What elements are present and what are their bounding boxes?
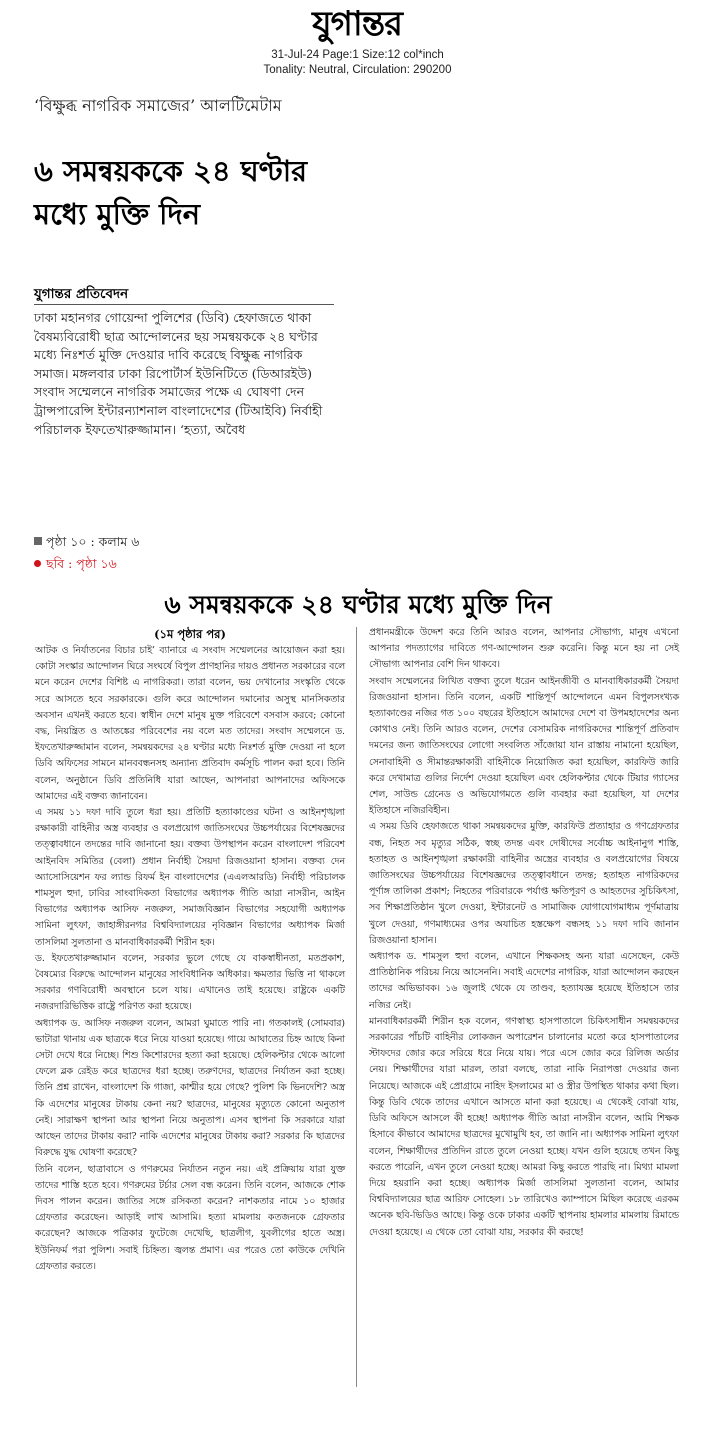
- article-paragraph: অধ্যাপক ড. আসিফ নজরুল বলেন, আমরা ঘুমাতে পারি না। গতকালই (সোমবার) ভাটারা থানায় এক ছাত্রকে ধরে নিয়ে যাওয়া হয়েছে। গায়ে আঘাতের চিহ্ন আছে কিনা সেটা দেখে ধরে নিচ্ছে। শিশু কিশোরদের হত্যা করা হয়েছে। হেলিকপ্টার থেকে আলো ফেলে ব্লক রেইড করে ছাত্রদের ধরা হচ্ছে। তরুণদের, ছাত্রদের নির্যাতন করা হচ্ছে। তিনি প্রশ্ন রাখেন, বাংলাদেশ কি গাজা, কাশ্মীর হয়ে গেছে? পুলিশ কি ভিনদেশি? অস্ত্র কি এদেশের মানুষের টাকায় কেনা নয়? ছাত্রদের, মানুষের মৃত্যুতে কোনো অনুতাপ নেই। সারাক্ষণ স্থাপনা আর স্থাপনা নিয়ে অনুতাপ। এসব স্থাপনা কি সরকারে যারা আছেন তাদের টাকায় করা? নাকি এদেশের মানুষের টাকায় করা? সরকার কি ছাত্রদের বিরুদ্ধে যুদ্ধ ঘোষণা করেছে?: [35, 1017, 345, 1159]
- photo-reference-text: ছবি : পৃষ্ঠা ১৬: [46, 556, 117, 571]
- article-paragraph: মানবাধিকারকর্মী শিরীন হক বলেন, গণস্বাস্থ্য হাসপাতালে চিকিৎসাধীন সমন্বয়কদের সরকারের পাঁচটি বাহিনীর লোকজন অপারেশন চালানোর মতো করে হাসপাতালের স্টাফদের জোর করে সরিয়ে ধরে নিয়ে যায়। পরে এসে জোর করে রিলিজ অর্ডার নেয়। শিক্ষার্থীদের যারা মারল, তারা বলছে, তারা নাকি নিরাপত্তা দেওয়ার জন্য নিয়েছে। আজকে এই প্রোগ্রামে নাহিদ ইসলামের মা ও স্ত্রীর উপস্থিত থাকার কথা ছিল। কিন্তু ডিবি থেকে তাদের এখানে আসতে মানা করা হয়েছে। এ থেকেই বোঝা যায়, ডিবি অফিসে আসলে কী হচ্ছে! অধ্যাপক গীতি আরা নাসরীন বলেন, আমি শিক্ষক হিসাবে কীভাবে আমাদের ছাত্রদের মুখোমুখি হব, তা জানি না। অধ্যাপক সামিনা লুৎফা বলেন, শিক্ষার্থীদের প্রতিদিন রাতে তুলে নেওয়া হচ্ছে। যখন গুলি হয়েছে তখন কিছু করতে পারেনি, এখন তুলে নেওয়া হচ্ছে। আমরা কিছু করতে পারছি না। মিথ্যা মামলা দিয়ে হয়রানি করা হচ্ছে। অধ্যাপক মির্জা তাসলিমা সুলতানা বলেন, আমার বিশ্ববিদ্যালয়ের ছাত্র আরিফ সোহেল। ১৮ তারিখেও ক্যাম্পাসে মিছিল করেছে এরকম অনেক ছবি-ভিডিও আছে। কিন্তু ওকে ঢাকার একটি স্থাপনায় হামলার মামলায় রিমান্ডে দেওয়া হয়েছে। এ থেকে তো বোঝা যায়, সরকার কী করছে!: [369, 1015, 679, 1238]
- page-title: ৬ সমন্বয়ককে ২৪ ঘণ্টার মধ্যে মুক্তি দিন: [34, 154, 308, 231]
- article-paragraph: আটক ও নির্যাতনের বিচার চাই’ ব্যানারে এ সংবাদ সম্মেলনের আয়োজন করা হয়। কোটা সংস্কার আন্দোলন ঘিরে সংঘর্ষে বিপুল প্রাণহানির দায়ও প্রধানত সরকারের বলে মনে করেন দেশের বিশিষ্ট এ নাগরিকরা। তারা বলেন, ভয় দেখানোর সংস্কৃতি থেকে সরে আসতে হবে সরকারকে। গুলি করে আন্দোলন দমানোর অসুস্থ মানসিকতার অবসান এখনই করতে হবে। স্বাধীন দেশে মানুষ মুক্ত পরিবেশে বসবাস করবে; কোনো বদ্ধ, নিয়ন্ত্রিত ও আতঙ্কের পরিবেশের নয় বলে মত তাদের। সংবাদ সম্মেলনে ড. ইফতেখারুজ্জামান বলেন, সমন্বয়কদের ২৪ ঘণ্টার মধ্যে নিঃশর্ত মুক্তি দেওয়া না হলে ডিবি অফিসের সামনে মানববন্ধনসহ অন্যান্য প্রতিবাদ কর্মসূচি পালন করা হবে। তিনি বলেন, অনুষ্ঠানে ডিবি প্রতিনিধি যারা আছেন, আপনারা আপনাদের অফিসকে আমাদের এই বক্তব্য জানাবেন।: [35, 645, 345, 802]
- front-page-clipping: [34, 95, 334, 575]
- byline: যুগান্তর প্রতিবেদন: [34, 286, 129, 302]
- clipping-meta-tonality: Tonality: Neutral, Circulation: 290200: [263, 64, 452, 76]
- square-bullet-icon: [34, 537, 42, 545]
- article-paragraph: প্রধানমন্ত্রীকে উদ্দেশ করে তিনি আরও বলেন, আপনার সৌভাগ্য, মানুষ এখনো আপনার পদত্যাগের দাবিতে গণ-আন্দোলন শুরু করেনি। কিন্তু মনে হয় না সেই সৌভাগ্য আপনার বেশি দিন থাকবে।: [369, 627, 679, 671]
- jump-headline: ৬ সমন্বয়ককে ২৪ ঘণ্টার মধ্যে মুক্তি দিন: [164, 590, 552, 619]
- article-paragraph: তিনি বলেন, ছাত্রাবাসে ও গণরুমের নির্যাতন নতুন নয়। এই প্রক্রিয়ায় যারা যুক্ত তাদের শাস্তি হতে হবে। গণরুমের টর্চার সেল বন্ধ করেন। তিনি বলেন, আজকে শোক দিবস পালন করেন। জাতির সঙ্গে রসিকতা করেন? নাশকতার নামে ১০ হাজার গ্রেফতার করেছেন। আড়াই লাখ আসামি। হত্যা মামলায় কতজনকে গ্রেফতার করেছেন? আজকে পত্রিকার ফুটেজে দেখেছি, ছাত্রলীগ, যুবলীগের হাতে অস্ত্র। ইউনিফর্ম পরা পুলিশ। সবাই চিহ্নিত। জ্বলন্ত প্রমাণ। এর পরেও তো কাউকে দেখিনি গ্রেফতার করতে।: [35, 1163, 345, 1272]
- kicker: ‘বিক্ষুব্ধ নাগরিক সমাজের’ আলটিমেটাম: [34, 96, 282, 115]
- jump-page-clipping: [35, 585, 681, 1431]
- jump-reference: [34, 533, 139, 551]
- article-paragraph: এ সময় ডিবি হেফাজতে থাকা সমন্বয়কদের মুক্তি, কারফিউ প্রত্যাহার ও গণগ্রেফতার বন্ধ, নিহত সব মৃত্যুর সঠিক, স্বচ্ছ তদন্ত এবং দোষীদের সর্বোচ্চ আইনানুগ শাস্তি, হতাহত ও আইনশৃঙ্খলা রক্ষাকারী বাহিনীর অস্ত্রের ব্যবহার ও বলপ্রয়োগের বিষয়ে জাতিসংঘের উচ্চপর্যায়ের বিশেষজ্ঞদের তত্ত্বাবধানে তদন্ত; হতাহত নাগরিকদের পূর্ণাঙ্গ তালিকা প্রকাশ; নিহতের পরিবারকে পর্যাপ্ত ক্ষতিপূরণ ও আহতদের সুচিকিৎসা, সব শিক্ষাপ্রতিষ্ঠান খুলে দেওয়া, ইন্টারনেট ও সামাজিক যোগাযোগমাধ্যম পূর্ণমাত্রায় খুলে দেওয়া, গণমাধ্যমের ওপর অযাচিত হস্তক্ষেপ বন্ধসহ ১১ দফা দাবি জানান রিজওয়ানা হাসান।: [369, 821, 679, 946]
- byline-divider: [34, 304, 334, 305]
- column-divider: [356, 627, 357, 1387]
- dot-bullet-icon: [34, 560, 41, 567]
- photo-reference: [34, 555, 117, 573]
- article-column-left: [35, 625, 345, 1275]
- masthead: [0, 0, 715, 90]
- article-column-right: [369, 625, 679, 1241]
- article-paragraph: অধ্যাপক ড. শামসুল হুদা বলেন, এখানে শিক্ষকসহ অন্য যারা এসেছেন, কেউ প্রাতিষ্ঠানিক পরিচয় নিয়ে আসেননি। সবাই এদেশের নাগরিক, যারা আন্দোলন করছেন তাদের অভিভাবক। ১৬ জুলাই থেকে যে তাণ্ডব, হত্যাযজ্ঞ হয়েছে ইতিহাসে তার নজির নেই।: [369, 951, 679, 1011]
- article-paragraph: সংবাদ সম্মেলনের লিখিত বক্তব্য তুলে ধরেন আইনজীবী ও মানবাধিকারকর্মী সৈয়দা রিজওয়ানা হাসান। তিনি বলেন, একটি শান্তিপূর্ণ আন্দোলনে এমন বিপুলসংখ্যক হত্যাকাণ্ডের নজির গত ১০০ বছরের ইতিহাসে আমাদের দেশে বা উপমহাদেশের অন্য কোথাও নেই। তিনি আরও বলেন, দেশের বেসামরিক নাগরিকদের শান্তিপূর্ণ প্রতিবাদ দমনের জন্য জাতিসংঘের লোগো সংবলিত সাঁজোয়া যান রাস্তায় নামানো হয়েছিল, সেনাবাহিনী ও সীমান্তরক্ষাকারী বাহিনীকে নিয়োজিত করা হয়েছিল, কারফিউ জারি করে দেখামাত্র গুলির নির্দেশ দেওয়া হয়েছিল এবং হেলিকপ্টার থেকে টিয়ার গ্যাসের শেল, সাউন্ড গ্রেনেড ও অভিযোগমতে গুলি ব্যবহার করা হয়েছিল, যা দেশের ইতিহাসে নজিরবিহীন।: [369, 675, 679, 817]
- jump-reference-text: পৃষ্ঠা ১০ : কলাম ৬: [46, 534, 140, 549]
- article-paragraph: এ সময় ১১ দফা দাবি তুলে ধরা হয়। প্রতিটি হত্যাকাণ্ডের ঘটনা ও আইনশৃঙ্খলা রক্ষাকারী বাহিনীর অস্ত্র ব্যবহার ও বলপ্রয়োগ জাতিসংঘের উচ্চপর্যায়ের বিশেষজ্ঞদের তত্ত্বাবধানে তদন্তের দাবি জানানো হয়। বক্তব্য উপস্থাপন করেন বাংলাদেশ পরিবেশ আইনবিদ সমিতির (বেলা) প্রধান নির্বাহী সৈয়দা রিজওয়ানা হাসান। বক্তব্য দেন অ্যাসোসিয়েশন ফর ল্যান্ড রিফর্ম ইন বাংলাদেশের (এএলআরডি) নির্বাহী পরিচালক শামসুল হুদা, ঢাবির সাংবাদিকতা বিভাগের অধ্যাপক গীতি আরা নাসরীন, আইন বিভাগের অধ্যাপক আসিফ নজরুল, সমাজবিজ্ঞান বিভাগের সহযোগী অধ্যাপক সামিনা লুৎফা, জাহাঙ্গীরনগর বিশ্ববিদ্যালয়ের নৃবিজ্ঞান বিভাগের অধ্যাপক মির্জা তাসলিমা সুলতানা ও মানবাধিকারকর্মী শিরীন হক।: [35, 807, 345, 948]
- article-paragraph: ড. ইফতেখারুজ্জামান বলেন, সরকার ভুলে গেছে যে বাকস্বাধীনতা, মতপ্রকাশ, বৈষম্যের বিরুদ্ধে আন্দোলন মানুষের সাংবিধানিক অধিকার। ক্ষমতার ভিত্তি না থাকলে সরকার গণবিরোধী অবস্থানে চলে যায়। এখানেও তাই হয়েছে। রাষ্ট্রকে একটি নজরদারিভিত্তিক রাষ্ট্রে পরিণত করা হয়েছে।: [35, 952, 345, 1013]
- clipping-meta-date: 31-Jul-24 Page:1 Size:12 col*inch: [271, 49, 444, 61]
- lead-paragraph: ঢাকা মহানগর গোয়েন্দা পুলিশের (ডিবি) হেফাজতে থাকা বৈষম্যবিরোধী ছাত্র আন্দোলনের ছয় সমন্বয়ককে ২৪ ঘণ্টার মধ্যে নিঃশর্ত মুক্তি দেওয়ার দাবি করেছে বিক্ষুব্ধ নাগরিক সমাজ। মঙ্গলবার ঢাকা রিপোর্টার্স ইউনিটিতে (ডিআরইউ) সংবাদ সম্মেলনে নাগরিক সমাজের পক্ষে এ ঘোষণা দেন ট্রান্সপারেন্সি ইন্টারন্যাশনাল বাংলাদেশের (টিআইবি) নির্বাহী পরিচালক ইফতেখারুজ্জামান। ‘হত্যা, অবৈধ: [34, 310, 323, 437]
- newspaper-logo: যুগান্তর: [312, 4, 402, 44]
- continued-label: (১ম পৃষ্ঠার পর): [154, 627, 226, 641]
